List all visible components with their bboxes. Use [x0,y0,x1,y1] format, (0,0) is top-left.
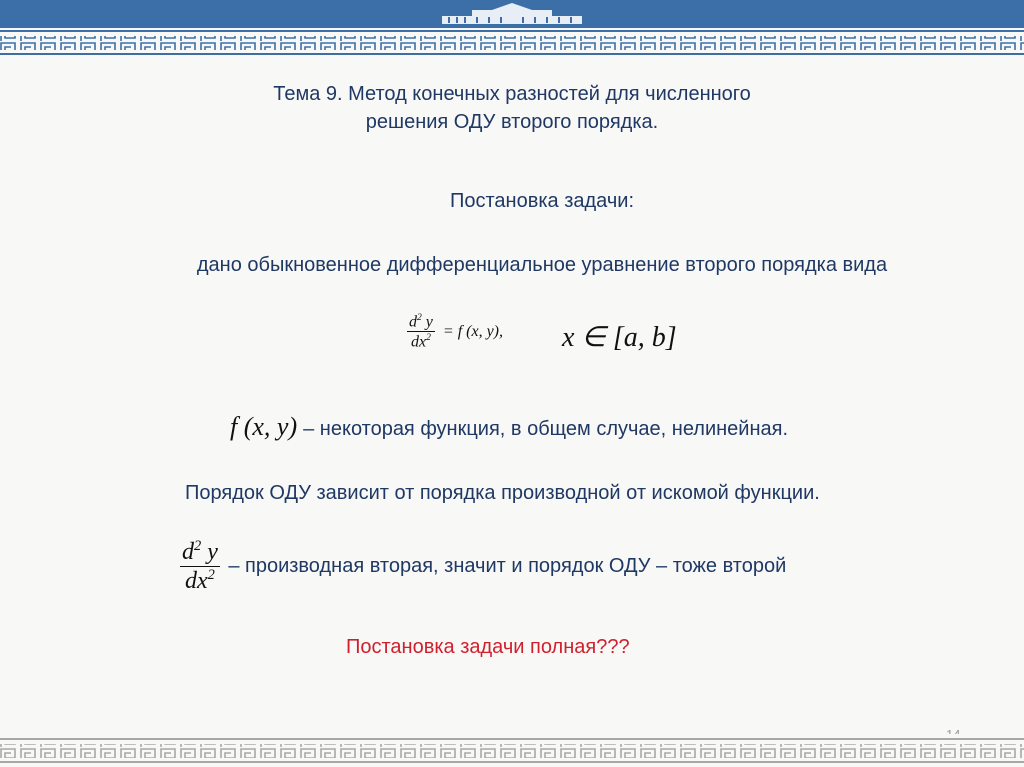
derivative-line [180,538,786,595]
function-description: – некоторая функция, в общем случае, нелинейная. [303,418,789,440]
problem-heading: Постановка задачи: [449,190,634,212]
interval-expression: x ∈ [a, b] [562,322,677,353]
title-line-2: решения ОДУ второго порядка. [365,111,659,133]
function-symbol: f (x, y) [230,412,298,441]
equation-rhs: = f (x, y), [442,322,504,340]
greek-key-border-top [0,28,1024,58]
slide-title [200,80,824,136]
order-text: Порядок ОДУ зависит от порядка производной от искомой функции. [185,482,820,504]
question-text: Постановка задачи полная??? [346,636,630,658]
derivative-description: – производная вторая, значит и порядок ОДУ – тоже второй [228,555,787,577]
header-band [0,0,1024,28]
second-derivative-fraction: $\frac{d^2 y}{dx^2}$ [409,312,433,351]
function-description-line [230,412,788,442]
given-text: дано обыкновенное дифференциальное уравнение второго порядка вида [196,254,888,276]
ode-equation [407,312,503,352]
greek-key-border-bottom [0,734,1024,767]
title-line-1: Тема 9. Метод конечных разностей для численного [273,83,751,105]
derivative-fraction: $\frac{d^2 y}{dx^2}$ [182,538,218,594]
building-logo-icon [432,2,592,26]
